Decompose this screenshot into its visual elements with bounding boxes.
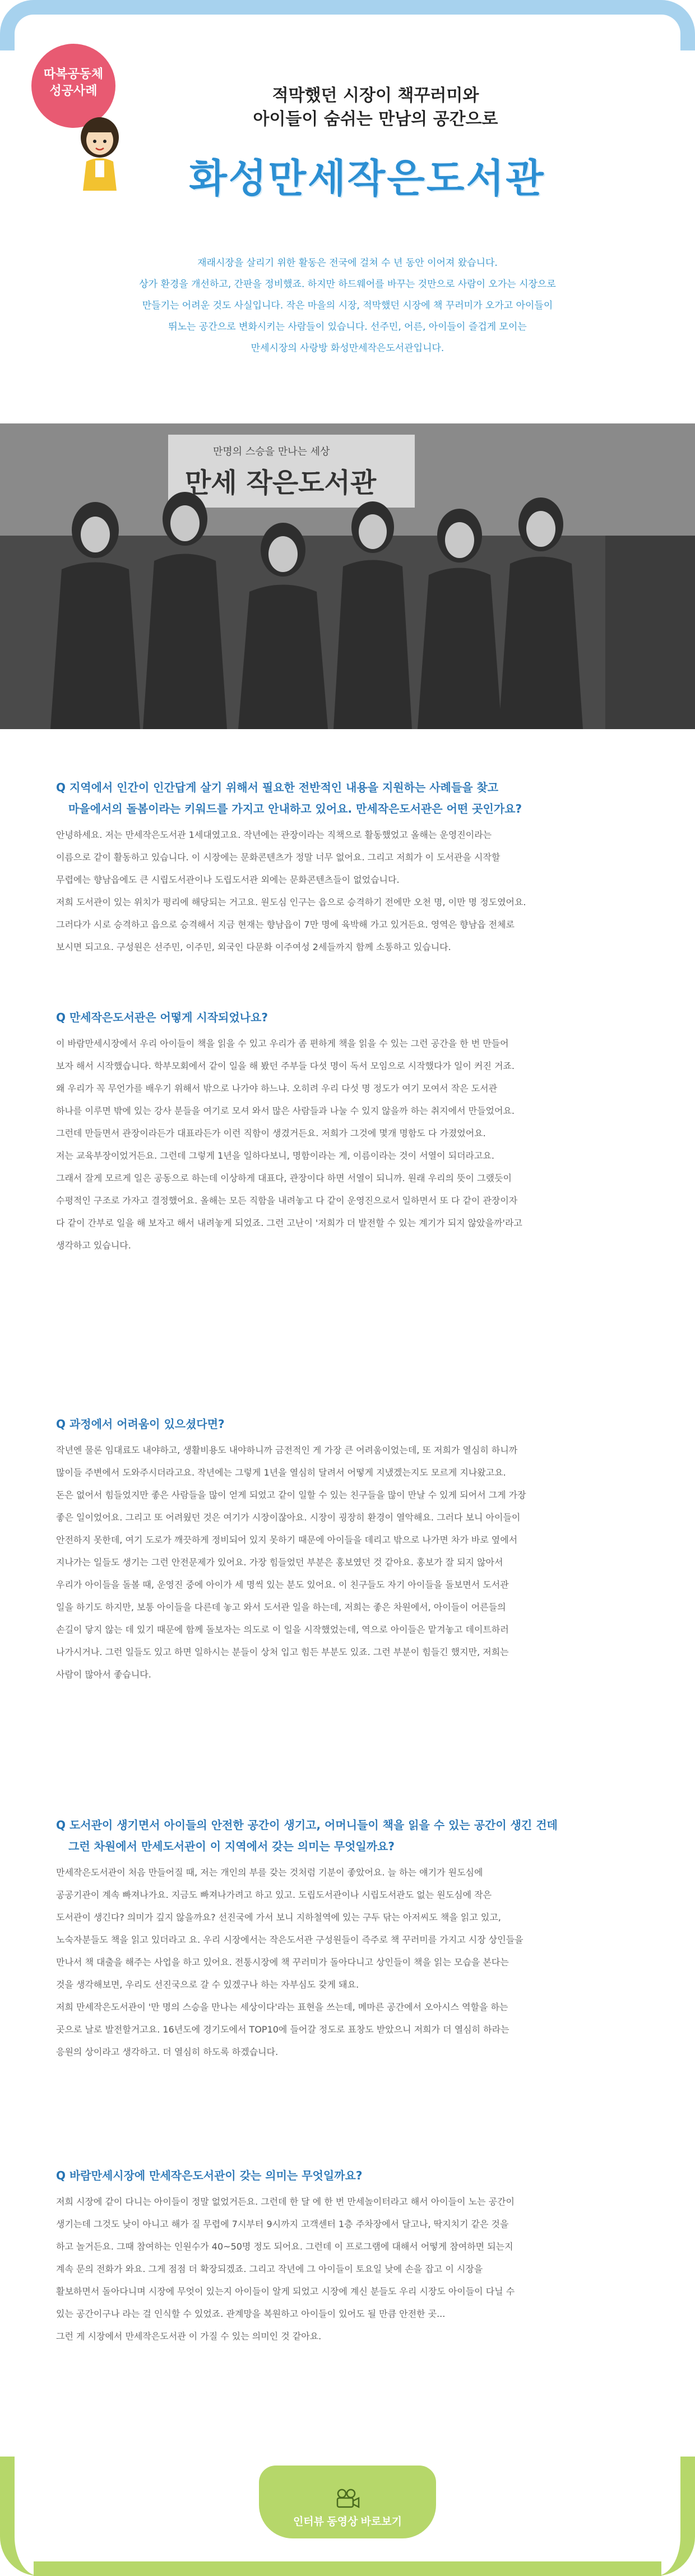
answer-line: 저희 만세작은도서관이 '만 명의 스승을 만나는 세상이다'라는 표현을 쓰는데, 메마른 공간에서 오아시스 역할을 하는 [56,2002,508,2012]
question-line: Q 만세작은도서관은 어떻게 시작되었나요? [56,1011,268,1024]
answer-line: 응원의 상이라고 생각하고. 더 열심히 하도록 하겠습니다. [56,2047,279,2057]
question-line: Q 과정에서 어려움이 있으셨다면? [56,1417,225,1431]
answer-line: 생기는데 그것도 낮이 아니고 해가 질 무렵에 7시부터 9시까지 고객센터 1층 주차장에서 달고나, 딱지치기 같은 것을 [56,2219,509,2229]
question-line: 마을에서의 돌봄이라는 키워드를 가지고 안내하고 있어요. 만세작은도서관은 어떤 곳인가요? [68,802,522,815]
answer-line: 다 같이 간부로 일을 해 보자고 해서 내려놓게 되었죠. 그런 고난이 '저희가 더 발전할 수 있는 계기가 되지 않았을까'라고 [56,1218,522,1228]
answer-line: 공공기관이 계속 빠져나가요. 지금도 빠져나가려고 하고 있고. 도립도서관이나 시립도서관도 없는 원도심에 작은 [56,1890,492,1900]
answer-line: 돈은 없어서 힘들었지만 좋은 사람들을 많이 얻게 되었고 같이 일할 수 있는 친구들을 많이 만날 수 있게 되어서 그게 가장 [56,1490,526,1500]
frame-bottom-left [0,2457,67,2576]
frame-top-right [628,0,695,50]
page-title: 화성만세작은도서관 [189,155,545,201]
mascot-girl-illustration [66,107,133,191]
answer-line: 그런 게 시장에서 만세작은도서관 이 가질 수 있는 의미인 것 같아요. [56,2331,322,2342]
answer-line: 안전하지 못한데, 여기 도로가 깨끗하게 정비되어 있지 못하기 때문에 아이들을 데리고 밖으로 나가면 차가 바로 옆에서 [56,1534,518,1545]
answer-line: 노숙자분들도 책을 읽고 있더라고 요. 우리 시장에서는 작은도서관 구성원들이 즉주로 책 꾸러미를 가지고 시장 상인들을 [56,1934,523,1945]
banner-big-text: 만세 작은도서관 [185,467,377,499]
answer-line: 그런데 만들면서 관장이라든가 대표라든가 이런 직함이 생겼거든요. 저희가 그것에 몇개 명함도 다 가졌었어요. [56,1128,486,1139]
video-camera-icon [334,2489,361,2509]
answer-line: 계속 문의 전화가 와요. 그게 점점 더 확장되겠죠. 그리고 작년에 그 아이들이 토요일 낮에 손을 잡고 이 시장을 [56,2264,483,2274]
answer-line: 일을 하기도 하지만, 보통 아이들을 다른데 놓고 와서 도서관 일을 하는데, 저희는 좋은 차원에서, 아이들이 어른들의 [56,1602,506,1612]
banner-small-text: 만명의 스승을 만나는 세상 [213,446,330,458]
question-line: 그런 차원에서 만세도서관이 이 지역에서 갖는 의미는 무엇일까요? [68,1840,395,1853]
frame-bottom-bar [34,2561,661,2576]
page-subtitle [168,84,583,131]
answer-line: 있는 공간이구나 라는 걸 인식할 수 있었죠. 관계망을 복원하고 아이들이 있어도 될 만큼 안전한 곳... [56,2308,446,2319]
question-line: Q 바람만세시장에 만세작은도서관이 갖는 의미는 무엇일까요? [56,2169,363,2182]
subtitle-line-2: 아이들이 숨쉬는 만남의 공간으로 [253,109,498,129]
intro-line: 재래시장을 살리기 위한 활동은 전국에 걸쳐 수 년 동안 이어져 왔습니다. [197,257,498,269]
group-photo [0,423,695,729]
question [56,1007,639,1028]
answer-line: 무렵에는 향남읍에도 큰 시립도서관이나 도립도서관 외에는 문화콘텐츠들이 없었습니다. [56,874,400,885]
intro-line: 만들기는 어려운 것도 사실입니다. 작은 마을의 시장, 적막했던 시장에 책 꾸러미가 오가고 아이들이 [142,300,553,311]
answer [56,1439,639,1686]
answer-line: 곳으로 날로 발전할거고요. 16년도에 경기도에서 TOP10에 들어갈 정도로 표창도 받았으니 저희가 더 열심히 하라는 [56,2024,509,2035]
answer-line: 우리가 아이들을 돌볼 때, 운영진 중에 아이가 세 명씩 있는 분도 있어요. 이 친구들도 자기 아이들을 돌보면서 도서관 [56,1579,509,1590]
answer-line: 좋은 일이었어요. 그리고 또 어려웠던 것은 여기가 시장이잖아요. 시장이 굉장히 환경이 열악해요. 그러다 보니 아이들이 [56,1512,521,1523]
group-photo-image [0,423,695,729]
frame-top-left [0,0,67,50]
answer-line: 그러다가 시로 승격하고 읍으로 승격해서 지금 현재는 향남읍이 7만 명에 육박해 가고 있거든요. 영역은 향남읍 전체로 [56,919,515,930]
question [56,777,639,819]
answer-line: 보자 해서 시작했습니다. 학부모회에서 같이 일을 해 봤던 주부들 다섯 명이 독서 모임으로 시작했다가 일이 커진 거죠. [56,1061,515,1071]
qa-section-4 [56,1814,639,2063]
answer-line: 이 바람만세시장에서 우리 아이들이 책을 읽을 수 있고 우리가 좀 편하게 책을 읽을 수 있는 그런 공간을 한 번 만들어 [56,1038,509,1049]
answer [56,1861,639,2063]
answer-line: 활보하면서 돌아다니며 시장에 무엇이 있는지 아이들이 알게 되었고 시장에 계신 분들도 우리 시장도 아이들이 다닐 수 [56,2286,515,2297]
answer-line: 보시면 되고요. 구성원은 선주민, 이주민, 외국인 다문화 이주여성 2세들까지 함께 소통하고 있습니다. [56,942,451,952]
answer-line: 하고 놀거든요. 그때 참여하는 인원수가 40~50명 정도 되어요. 그런데 이 프로그램에 대해서 어떻게 참여하면 되는지 [56,2241,513,2252]
qa-section-5 [56,2165,639,2348]
qa-section-1 [56,777,639,958]
interview-video-button[interactable] [259,2466,436,2538]
question [56,2165,639,2186]
answer-line: 저희 시장에 같이 다니는 아이들이 정말 없었거든요. 그런데 한 달 에 한 번 만세놀이터라고 해서 아이들이 노는 공간이 [56,2196,515,2207]
answer-line: 지나가는 일들도 생기는 그런 안전문제가 있어요. 가장 힘들었던 부분은 홍보였던 것 같아요. 홍보가 잘 되지 않아서 [56,1557,503,1568]
intro-line: 상가 환경을 개선하고, 간판을 정비했죠. 하지만 하드웨어를 바꾸는 것만으로 사람이 오가는 시장으로 [139,279,556,290]
answer-line: 만세작은도서관이 처음 만들어질 때, 저는 개인의 부를 갖는 것처럼 기분이 좋았어요. 늘 하는 얘기가 원도심에 [56,1867,483,1878]
answer-line: 손길이 닿지 않는 데 있기 때문에 함께 돌보자는 의도로 이 일을 시작했었는데, 역으로 아이들은 맡겨놓고 데이트하러 [56,1624,509,1635]
intro-paragraph [112,252,583,359]
answer-line: 도서관이 생긴다? 의미가 깊지 않을까요? 선진국에 가서 보니 지하철역에 있는 구두 닦는 아저씨도 책을 읽고 있고, [56,1912,501,1923]
answer-line: 이름으로 같이 활동하고 있습니다. 이 시장에는 문화콘텐츠가 정말 너무 없어요. 그리고 저희가 이 도서관을 시작할 [56,852,501,863]
question [56,1814,639,1857]
question-line: Q 지역에서 인간이 인간답게 살기 위해서 필요한 전반적인 내용을 지원하는 사례들을 찾고 [56,781,499,794]
question-line: Q 도서관이 생기면서 아이들의 안전한 공간이 생기고, 어머니들이 책을 읽을 수 있는 공간이 생긴 건데 [56,1818,558,1832]
subtitle-line-1: 적막했던 시장이 책꾸러미와 [272,86,479,105]
interview-video-label: 인터뷰 동영상 바로보기 [293,2515,402,2528]
intro-line: 만세시장의 사랑방 화성만세작은도서관입니다. [251,343,444,354]
answer-line: 하나를 이루면 밖에 있는 강사 분들을 여기로 모셔 와서 많은 사람들과 나눌 수 있지 않을까 하는 취지에서 만들었어요. [56,1105,515,1116]
question [56,1413,639,1435]
answer-line: 저는 교육부장이었거든요. 그런데 그렇게 1년을 일하다보니, 명함이라는 게, 이름이라는 것이 서열이 되더라고요. [56,1150,494,1161]
answer-line: 나가시거나. 그런 일들도 있고 하면 일하시는 분들이 상처 입고 힘든 부분도 있죠. 그런 부분이 힘들긴 했지만, 저희는 [56,1647,509,1657]
answer-line: 만나서 책 대출을 해주는 사업을 하고 있어요. 전통시장에 책 꾸러미가 돌아다니고 상인들이 책을 읽는 모습을 본다는 [56,1957,509,1967]
answer-line: 그래서 잘게 모르게 일은 공동으로 하는데 이상하게 대표다, 관장이다 하면 서열이 되니까. 원래 우리의 뜻이 그랬듯이 [56,1173,512,1183]
intro-line: 뛰노는 공간으로 변화시키는 사람들이 있습니다. 선주민, 어른, 아이들이 즐겁게 모이는 [168,321,527,333]
answer-line: 것을 생각해보면, 우리도 선진국으로 갈 수 있겠구나 하는 자부심도 갖게 돼요. [56,1979,359,1990]
answer-line: 왜 우리가 꼭 무언가를 배우기 위해서 밖으로 나가야 하느냐. 오히려 우리 다섯 명 정도가 여기 모여서 작은 도서관 [56,1083,498,1094]
answer [56,1033,639,1257]
answer [56,824,639,958]
badge-line-2: 성공사례 [49,84,98,98]
answer-line: 수평적인 구조로 가자고 결정했어요. 올해는 모든 직함을 내려놓고 다 같이 운영진으로서 일하면서 또 다 같이 관장이자 [56,1195,518,1206]
qa-section-2 [56,1007,639,1257]
answer-line: 저희 도서관이 있는 위치가 평리에 해당되는 거고요. 원도심 인구는 읍으로 승격하기 전에만 오천 명, 이만 명 정도였어요. [56,897,526,907]
frame-bottom-right [628,2457,695,2576]
answer-line: 생각하고 있습니다. [56,1240,131,1251]
frame-top-bar [34,0,661,15]
badge-line-1: 따복공동체 [43,67,104,81]
qa-section-3 [56,1413,639,1686]
answer-line: 사람이 많아서 좋습니다. [56,1669,151,1680]
answer-line: 작년엔 물론 임대료도 내야하고, 생활비용도 내야하니까 금전적인 게 가장 큰 어려움이었는데, 또 저희가 열심히 하니까 [56,1445,518,1455]
answer-line: 많이들 주변에서 도와주시더라고요. 작년에는 그렇게 1년을 열심히 달려서 어떻게 지냈겠는지도 모르게 지나왔고요. [56,1467,506,1478]
answer-line: 안녕하세요. 저는 만세작은도서관 1세대였고요. 작년에는 관장이라는 직책으로 활동했었고 올해는 운영진이라는 [56,830,492,840]
answer [56,2191,639,2348]
